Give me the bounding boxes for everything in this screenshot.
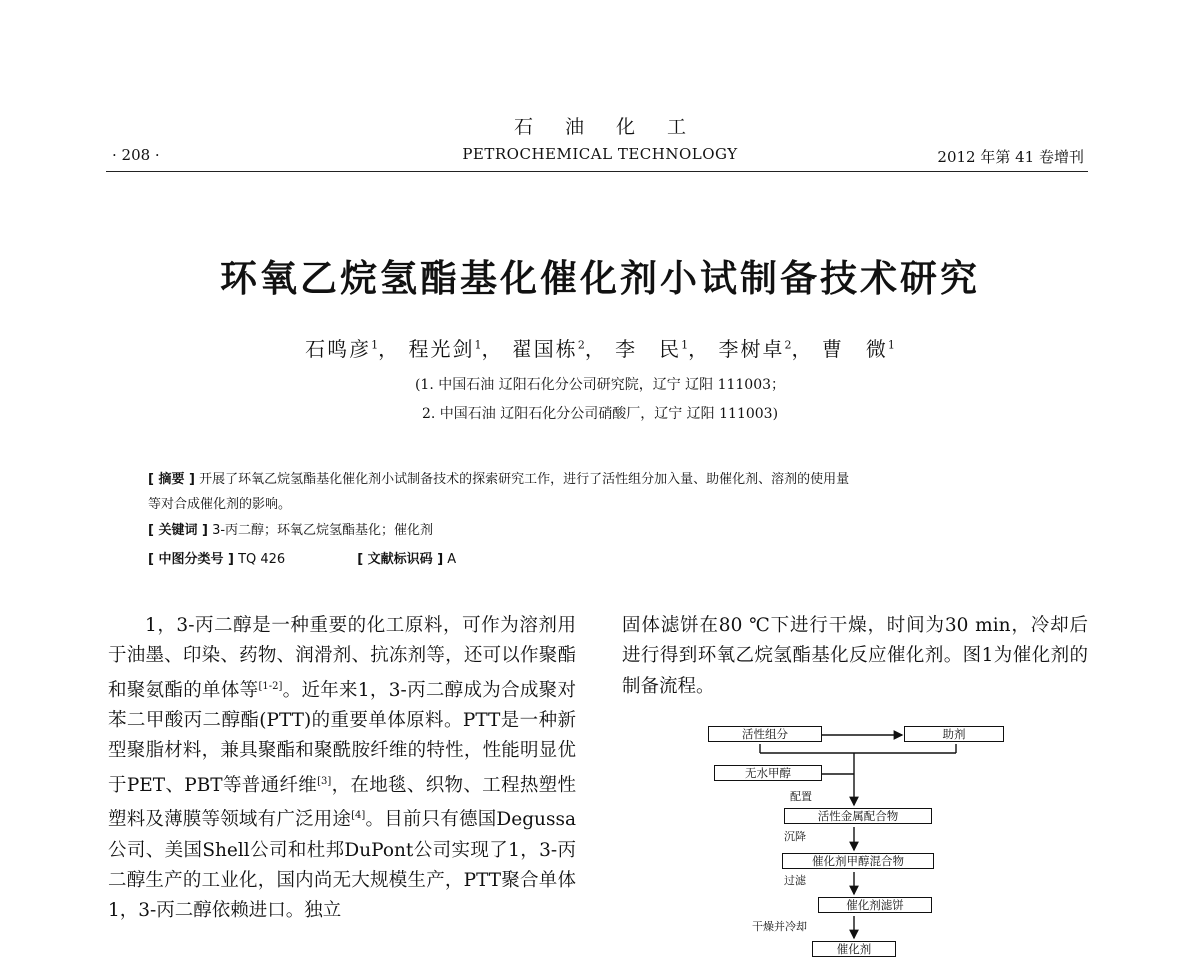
flowchart-arrows: [700, 720, 1020, 952]
flowchart-figure: [700, 720, 1020, 956]
flow-step-prepare: 配置: [790, 790, 812, 803]
issue-info: 2012 年第 41 卷增刊: [937, 148, 1084, 166]
author-affil-mark: 1: [371, 338, 379, 352]
body-left-column: [108, 611, 576, 926]
body-text: 。目前只有德国Degussa公司、美国Shell公司和杜邦DuPont公司实现了1，3-丙二醇生产的工业化，国内尚无大规模生产，PTT聚合单体1，3-丙二醇依赖进口。独立: [108, 809, 576, 922]
doc-code-value: A: [443, 552, 457, 567]
keywords-line: [148, 519, 1078, 538]
author-name: 程光剑: [408, 337, 475, 361]
author-affil-mark: 2: [577, 338, 585, 352]
flow-step-filter: 过滤: [784, 874, 806, 887]
author-name: 曹 微: [821, 337, 888, 361]
abstract-line-2: 等对合成催化剂的影响。: [148, 497, 292, 512]
flow-box-catalyst-mixture: 催化剂甲醇混合物: [782, 853, 934, 869]
flow-box-catalyst-cake: 催化剂滤饼: [818, 897, 932, 913]
author-list: 石鸣彦$^1$， 程光剑$^1$， 翟国栋$^2$， 李 民$^1$， 李树卓$^2$， 曹 微$^1$: [305, 337, 895, 361]
author-affil-mark: 1: [681, 338, 689, 352]
body-text: ，在地毯、织物、工程热塑性塑料及薄膜等领域有广泛用途: [108, 774, 576, 831]
author-name: 翟国栋: [511, 337, 578, 361]
author-name: 李树卓: [718, 337, 785, 361]
author-name: 李 民: [615, 337, 682, 361]
affiliation-2: 2. 中国石油 辽阳石化分公司硝酸厂，辽宁 辽阳 111003): [421, 406, 779, 422]
header-rule: [106, 171, 1088, 172]
abstract-line-1: [148, 468, 1078, 487]
flow-box-active-component: 活性组分: [708, 726, 822, 742]
body-right-column: [622, 611, 1088, 702]
flow-box-promoter: 助剂: [904, 726, 1004, 742]
author-affil-mark: 2: [784, 338, 792, 352]
flow-step-precipitate: 沉降: [784, 830, 806, 843]
author-affil-mark: 1: [887, 338, 895, 352]
doc-code-label: [ 文献标识码 ]: [357, 552, 444, 567]
body-paragraph: 固体滤饼在80 ℃下进行干燥，时间为30 min，冷却后进行得到环氧乙烷氢酯基化反应催化剂。图1为催化剂的制备流程。: [622, 615, 1088, 697]
flow-step-dry-cool: 干燥并冷却: [752, 920, 807, 933]
body-text: 1，3-丙二醇是一种重要的化工原料，可作为溶剂用于油墨、印染、药物、润滑剂、抗冻剂等，还可以作聚酯和聚氨酯的单体等: [108, 615, 576, 701]
keywords-label: [ 关键词 ]: [148, 523, 208, 538]
abstract-text: 开展了环氧乙烷氢酯基化催化剂小试制备技术的探索研究工作，进行了活性组分加入量、助催化剂、溶剂的使用量: [194, 472, 850, 487]
journal-name-cn: 石油化工: [513, 116, 718, 138]
paper-title: 环氧乙烷氢酯基化催化剂小试制备技术研究: [220, 257, 980, 300]
page-number: · 208 ·: [112, 146, 160, 164]
clc-label: [ 中图分类号 ]: [148, 552, 234, 567]
clc-value: TQ 426: [233, 552, 286, 567]
author-affil-mark: 1: [474, 338, 482, 352]
flow-box-methanol: 无水甲醇: [714, 765, 822, 781]
body-text: 。近年来1，3-丙二醇成为合成聚对苯二甲酸丙二醇酯(PTT)的重要单体原料。PTT是一种新型聚脂材料，兼具聚酯和聚酰胺纤维的特性，性能明显优于PET、PBT等普通纤维: [108, 679, 576, 796]
abstract-label: [ 摘要 ]: [148, 472, 195, 487]
journal-name-en: PETROCHEMICAL TECHNOLOGY: [462, 145, 738, 163]
body-paragraph: [108, 611, 576, 926]
author-name: 石鸣彦: [305, 337, 372, 361]
citation-ref: [1-2]: [258, 680, 283, 692]
citation-ref: [4]: [351, 810, 366, 822]
flow-box-metal-complex: 活性金属配合物: [784, 808, 932, 824]
citation-ref: [3]: [317, 775, 332, 787]
classification-line: [148, 548, 1078, 567]
keywords-text: 3-丙二醇；环氧乙烷氢酯基化；催化剂: [207, 523, 434, 538]
flow-box-catalyst: 催化剂: [812, 941, 896, 957]
affiliation-1: (1. 中国石油 辽阳石化分公司研究院，辽宁 辽阳 111003；: [414, 377, 786, 393]
